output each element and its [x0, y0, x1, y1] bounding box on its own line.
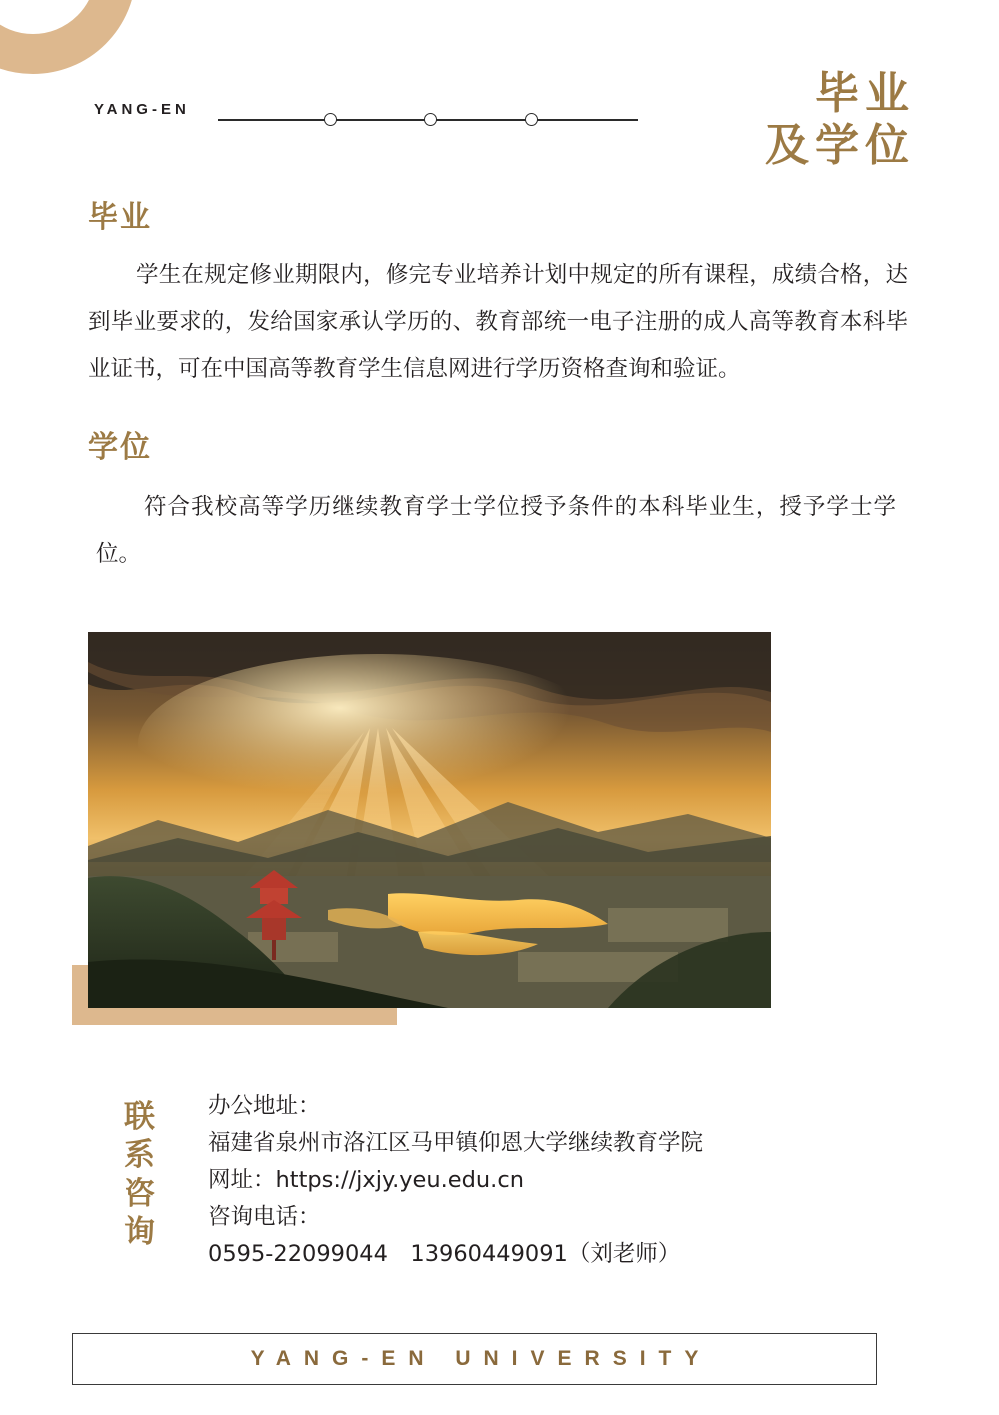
page-header: [0, 0, 999, 200]
page-title-line-1: 毕业: [815, 68, 915, 119]
contact-label-char-2: 系: [124, 1137, 156, 1174]
page-title-line-2: 及学位: [765, 119, 915, 171]
brand-wordmark: YANG-EN: [94, 101, 190, 118]
contact-vertical-label: [124, 1098, 168, 1252]
contact-label-char-4: 询: [124, 1214, 156, 1251]
contact-address-value: 福建省泉州市洛江区马甲镇仰恩大学继续教育学院: [208, 1130, 704, 1156]
section-body-degree: 符合我校高等学历继续教育学士学位授予条件的本科毕业生，授予学士学位。: [96, 494, 896, 567]
section-heading-degree: 学位: [88, 430, 152, 465]
rule-dot-3: [525, 113, 538, 126]
rule-dot-1: [324, 113, 337, 126]
contact-details: [208, 1088, 908, 1273]
contact-phone-value: 0595-22099044 13960449091（刘老师）: [208, 1241, 681, 1267]
contact-phone-label: 咨询电话：: [208, 1204, 321, 1230]
campus-sunrise-photo: [88, 632, 771, 1008]
contact-address-label: 办公地址：: [208, 1093, 321, 1119]
dotted-rule-icon: [218, 113, 638, 127]
contact-label-char-1: 联: [124, 1099, 156, 1135]
section-heading-graduation: 毕业: [88, 200, 152, 235]
rule-dot-2: [424, 113, 437, 126]
contact-website[interactable]: 网址：https://jxjy.yeu.edu.cn: [208, 1167, 524, 1193]
section-body-graduation: 学生在规定修业期限内，修完专业培养计划中规定的所有课程，成绩合格，达到毕业要求的，发给国家承认学历的、教育部统一电子注册的成人高等教育本科毕业证书，可在中国高等教育学生信息网进行学历资格查询和验证。: [88, 262, 908, 382]
page-title: [765, 68, 915, 172]
contact-label-char-3: 咨: [124, 1175, 156, 1212]
footer-university-name: YANG-EN UNIVERSITY: [250, 1347, 712, 1370]
